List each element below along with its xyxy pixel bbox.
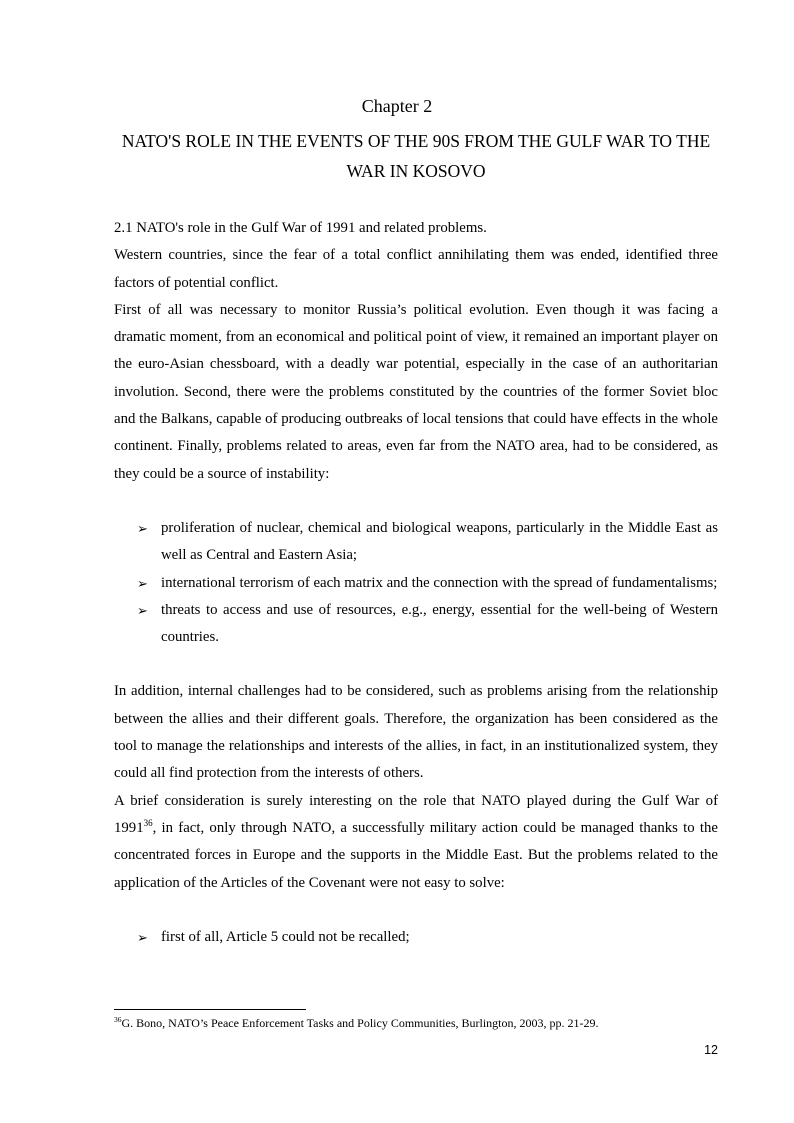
section-heading: 2.1 NATO's role in the Gulf War of 1991 and related problems. [114, 220, 487, 236]
chapter-label: Chapter 2 [361, 96, 433, 116]
arrow-bullet-icon: ➢ [137, 520, 148, 536]
footnote [114, 1015, 718, 1031]
list-item [114, 924, 718, 951]
chapter-title: NATO'S ROLE IN THE EVENTS OF THE 90S FROM THE GULF WAR TO THE WAR IN KOSOVO [121, 131, 711, 181]
list-item-text: first of all, Article 5 could not be recalled; [161, 928, 410, 945]
paragraph-text: A brief consideration is surely interesting on the role that NATO played during the Gulf War of 1991 [114, 792, 718, 836]
bullet-list [114, 515, 718, 651]
body-text [114, 215, 718, 951]
paragraph: In addition, internal challenges had to be considered, such as problems arising from the relationship between the allies and their different goals. Therefore, the organization has been considered as the tool to manage the relationships and interests of the allies, in fact, in an institutionalized system, they could all find protection from the interests of others. [114, 683, 718, 782]
paragraph-text: , in fact, only through NATO, a successfully military action could be managed thanks to the concentrated forces in Europe and the supports in the Middle East. But the problems related to the application of the Articles of the Covenant were not easy to solve: [114, 819, 718, 891]
arrow-bullet-icon: ➢ [137, 602, 148, 618]
spacer [114, 651, 718, 678]
list-item [114, 570, 718, 597]
list-item-text: proliferation of nuclear, chemical and biological weapons, particularly in the Middle East as well as Central and Eastern Asia; [161, 519, 718, 564]
spacer [114, 897, 718, 924]
arrow-bullet-icon: ➢ [137, 929, 148, 945]
paragraph: Western countries, since the fear of a total conflict annihilating them was ended, identified three factors of potential conflict. [114, 247, 718, 291]
footnote-number: 36 [114, 1015, 122, 1024]
page-number: 12 [704, 1043, 718, 1057]
list-item-text: threats to access and use of resources, e.g., energy, essential for the well-being of Western countries. [161, 601, 718, 646]
footnote-reference: 36 [143, 818, 153, 829]
paragraph [114, 788, 718, 897]
arrow-bullet-icon: ➢ [137, 575, 148, 591]
list-item [114, 597, 718, 652]
spacer [114, 488, 718, 515]
footnote-text: G. Bono, NATO’s Peace Enforcement Tasks and Policy Communities, Burlington, 2003, pp. 21-29. [121, 1016, 599, 1030]
list-item [114, 515, 718, 570]
list-item-text: international terrorism of each matrix and the connection with the spread of fundamentalisms; [161, 574, 718, 591]
footnote-separator [114, 1009, 306, 1010]
bullet-list [114, 924, 718, 951]
paragraph: First of all was necessary to monitor Russia’s political evolution. Even though it was facing a dramatic moment, from an economical and political point of view, it remained an important player on the euro-Asian chessboard, with a deadly war potential, especially in the case of an authoritarian involution. Second, there were the problems constituted by the countries of the former Soviet bloc and the Balkans, capable of producing outbreaks of local tensions that could have effects in the whole continent. Finally, problems related to areas, even far from the NATO area, had to be considered, as they could be a source of instability: [114, 301, 718, 482]
